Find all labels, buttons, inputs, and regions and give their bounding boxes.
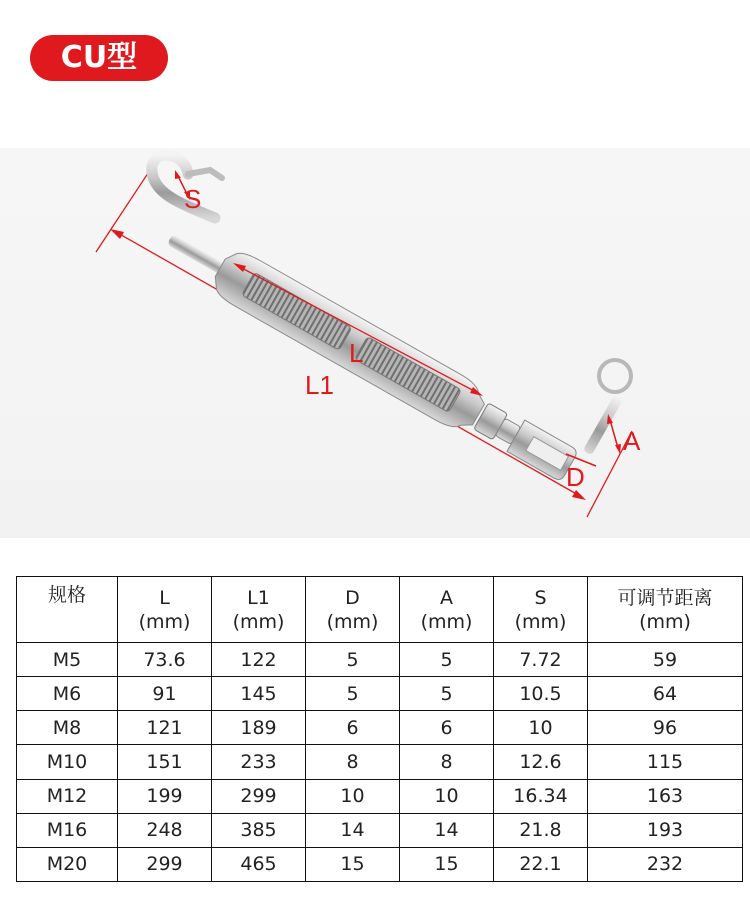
cell-adjustable-distance: 115: [588, 745, 743, 779]
cell-l1: 189: [212, 711, 306, 745]
s-arrowhead-top: [175, 170, 181, 179]
cell-l: 73.6: [118, 643, 212, 677]
cell-adjustable-distance: 96: [588, 711, 743, 745]
cell-s: 7.72: [494, 643, 588, 677]
type-badge: CU型: [30, 35, 168, 81]
cell-d: 10: [306, 779, 400, 813]
label-a: A: [623, 426, 641, 456]
table-row: [17, 711, 743, 745]
cell-s: 10: [494, 711, 588, 745]
cell-spec: M12: [17, 779, 118, 813]
cell-l1: 233: [212, 745, 306, 779]
cell-adjustable-distance: 59: [588, 643, 743, 677]
cell-d: 15: [306, 847, 400, 881]
cell-spec: M16: [17, 813, 118, 847]
label-l1: L1: [305, 370, 334, 400]
cell-l1: 122: [212, 643, 306, 677]
header-a: A (mm): [400, 577, 494, 643]
cell-spec: M6: [17, 677, 118, 711]
table-row: [17, 813, 743, 847]
cell-l: 91: [118, 677, 212, 711]
label-l: L: [349, 338, 364, 368]
cell-l1: 145: [212, 677, 306, 711]
pin-ring: [599, 360, 631, 392]
cell-adjustable-distance: 232: [588, 847, 743, 881]
turnbuckle-illustration: [0, 148, 750, 538]
hook-tip: [188, 170, 222, 178]
table-header-row: [17, 577, 743, 643]
header-l1: L1 (mm): [212, 577, 306, 643]
product-photo: [0, 148, 750, 538]
cell-l1: 385: [212, 813, 306, 847]
cell-a: 10: [400, 779, 494, 813]
cell-l: 248: [118, 813, 212, 847]
cell-l1: 465: [212, 847, 306, 881]
cell-spec: M8: [17, 711, 118, 745]
cell-a: 15: [400, 847, 494, 881]
header-d: D (mm): [306, 577, 400, 643]
label-s: S: [184, 184, 202, 214]
header-l: L (mm): [118, 577, 212, 643]
cell-s: 16.34: [494, 779, 588, 813]
a-dimension-line: [610, 420, 618, 448]
spec-table: [16, 576, 743, 882]
cell-s: 21.8: [494, 813, 588, 847]
cell-spec: M20: [17, 847, 118, 881]
header-s: S (mm): [494, 577, 588, 643]
cell-spec: M10: [17, 745, 118, 779]
cell-s: 22.1: [494, 847, 588, 881]
table-row: [17, 643, 743, 677]
cell-l: 151: [118, 745, 212, 779]
a-arrowhead-bottom: [615, 444, 621, 454]
cell-d: 8: [306, 745, 400, 779]
cell-a: 6: [400, 711, 494, 745]
turnbuckle-body: [157, 217, 583, 489]
table-row: [17, 779, 743, 813]
cell-l1: 299: [212, 779, 306, 813]
table-row: [17, 847, 743, 881]
cell-l: 121: [118, 711, 212, 745]
cell-d: 5: [306, 643, 400, 677]
label-d: D: [566, 462, 585, 492]
cell-l: 299: [118, 847, 212, 881]
cell-spec: M5: [17, 643, 118, 677]
cell-s: 12.6: [494, 745, 588, 779]
cell-adjustable-distance: 64: [588, 677, 743, 711]
cell-a: 5: [400, 677, 494, 711]
cell-d: 6: [306, 711, 400, 745]
cell-a: 8: [400, 745, 494, 779]
cell-adjustable-distance: 193: [588, 813, 743, 847]
cell-d: 5: [306, 677, 400, 711]
cell-adjustable-distance: 163: [588, 779, 743, 813]
cell-a: 14: [400, 813, 494, 847]
l1-arrowhead-left: [110, 229, 124, 239]
table-row: [17, 677, 743, 711]
cell-a: 5: [400, 643, 494, 677]
cell-s: 10.5: [494, 677, 588, 711]
cell-d: 14: [306, 813, 400, 847]
header-adjustable-distance: 可调节距离 (mm): [588, 577, 743, 643]
header-spec: 规格: [17, 577, 118, 643]
cell-l: 199: [118, 779, 212, 813]
table-row: [17, 745, 743, 779]
